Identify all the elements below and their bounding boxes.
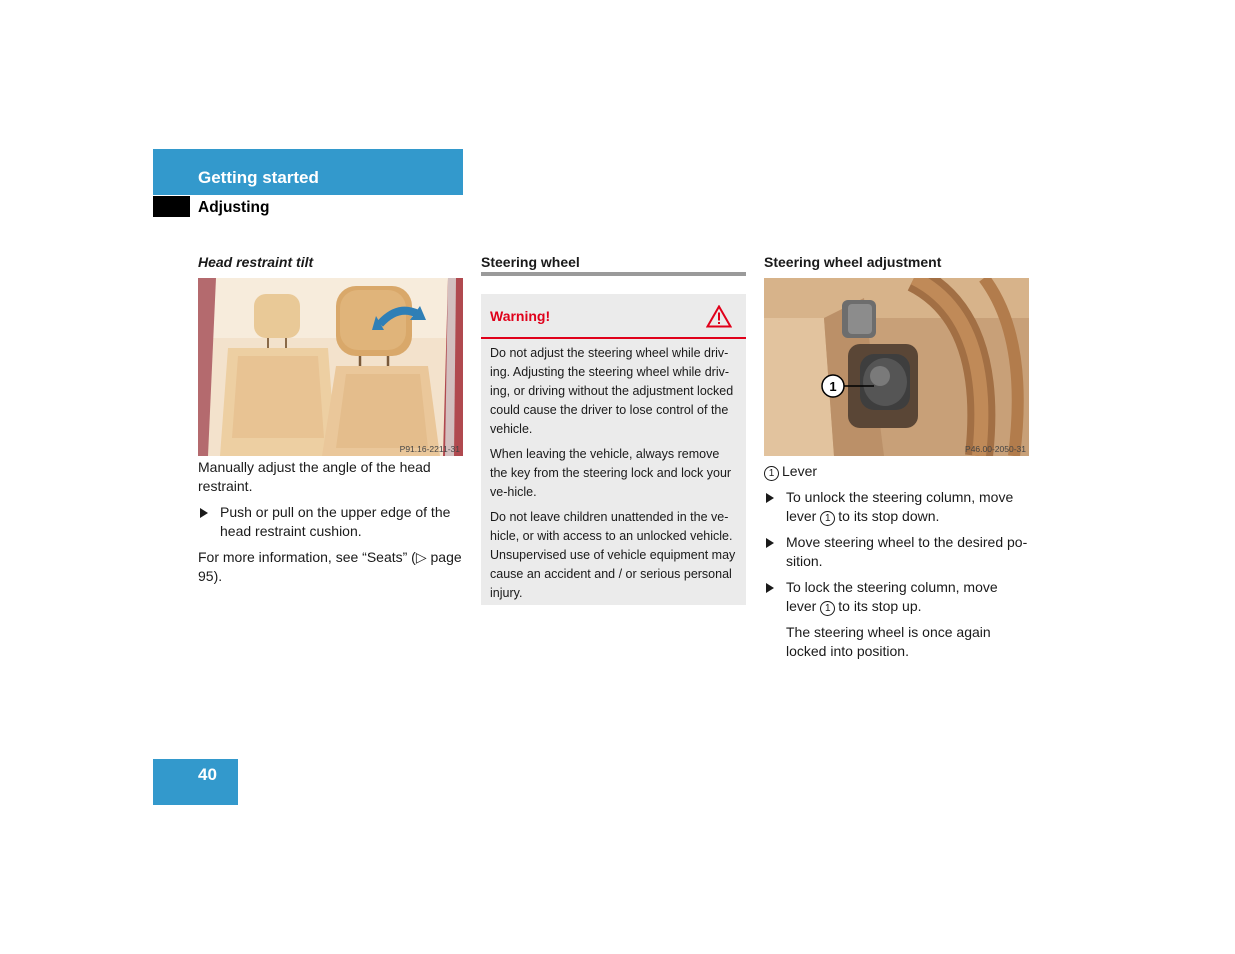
bullet-arrow-icon: [766, 583, 774, 593]
chapter-title: Getting started: [198, 168, 319, 187]
warning-box: [481, 294, 746, 605]
lever-legend: [764, 462, 1029, 481]
steering-wheel-heading: Steering wheel: [481, 254, 580, 270]
unlock-step: [764, 488, 1029, 526]
head-restraint-figure-code: P91.16-2211-31: [399, 444, 460, 454]
bullet-arrow-icon: [766, 493, 774, 503]
warning-label: Warning!: [490, 308, 551, 324]
lock-step: [764, 578, 1029, 616]
lock-result: The steering wheel is once again locked into position.: [786, 624, 991, 659]
head-restraint-illustration: [198, 278, 463, 456]
page-number: 40: [198, 765, 217, 784]
lock-step-text-end: to its stop up.: [838, 598, 922, 614]
steering-adjustment-heading: Steering wheel adjustment: [764, 254, 942, 270]
lever-legend-text: Lever: [782, 463, 818, 479]
column-steering-adjustment: [764, 252, 1029, 661]
steering-lever-illustration: [764, 278, 1029, 456]
column-steering-wheel: [481, 252, 746, 605]
warning-header: [481, 294, 746, 339]
callout-1-marker: 1: [820, 601, 835, 616]
head-restraint-heading: Head restraint tilt: [198, 254, 314, 270]
lever-callout-number: 1: [829, 379, 837, 394]
bullet-arrow-icon: [766, 538, 774, 548]
seats-reference: For more information, see “Seats” (▷ page 95).: [198, 549, 462, 584]
move-step-text: Move steering wheel to the desired po-sition.: [786, 534, 1028, 569]
page-number-box: [153, 759, 238, 805]
warning-triangle-icon: [706, 305, 732, 328]
warning-paragraph: Do not adjust the steering wheel while driv-ing. Adjusting the steering wheel while driv-ing, or driving without the adjustment locked could cause the driver to lose control of the vehicle.: [490, 346, 734, 436]
section-title: Adjusting: [198, 199, 270, 216]
callout-1-marker: 1: [820, 511, 835, 526]
unlock-step-text-end: to its stop down.: [838, 508, 940, 524]
steering-adjustment-figure: [764, 278, 1029, 456]
head-restraint-intro: Manually adjust the angle of the head restraint.: [198, 459, 431, 494]
section-marker: [153, 196, 190, 217]
bullet-arrow-icon: [200, 508, 208, 518]
warning-paragraph: Do not leave children unattended in the ve-hicle, or with access to an unlocked vehicle. Unsupervised use of vehicle equipment may cause an accident and / or serious personal injury.: [490, 510, 736, 600]
warning-paragraph: When leaving the vehicle, always remove the key from the steering lock and lock your ve-hicle.: [490, 447, 732, 499]
callout-1-marker: 1: [764, 466, 779, 481]
warning-body: [481, 339, 746, 603]
column-head-restraint: [198, 252, 463, 586]
head-restraint-figure: [198, 278, 463, 456]
lock-step-text: To lock the steering column, move lever: [786, 579, 998, 614]
steering-figure-code: P46.00-2050-31: [965, 444, 1026, 454]
move-step: [764, 533, 1029, 571]
head-restraint-step-text: Push or pull on the upper edge of the head restraint cushion.: [220, 504, 451, 539]
unlock-step-text: To unlock the steering column, move lever: [786, 489, 1014, 524]
heading-rule: [481, 272, 746, 276]
head-restraint-step: [198, 503, 463, 541]
